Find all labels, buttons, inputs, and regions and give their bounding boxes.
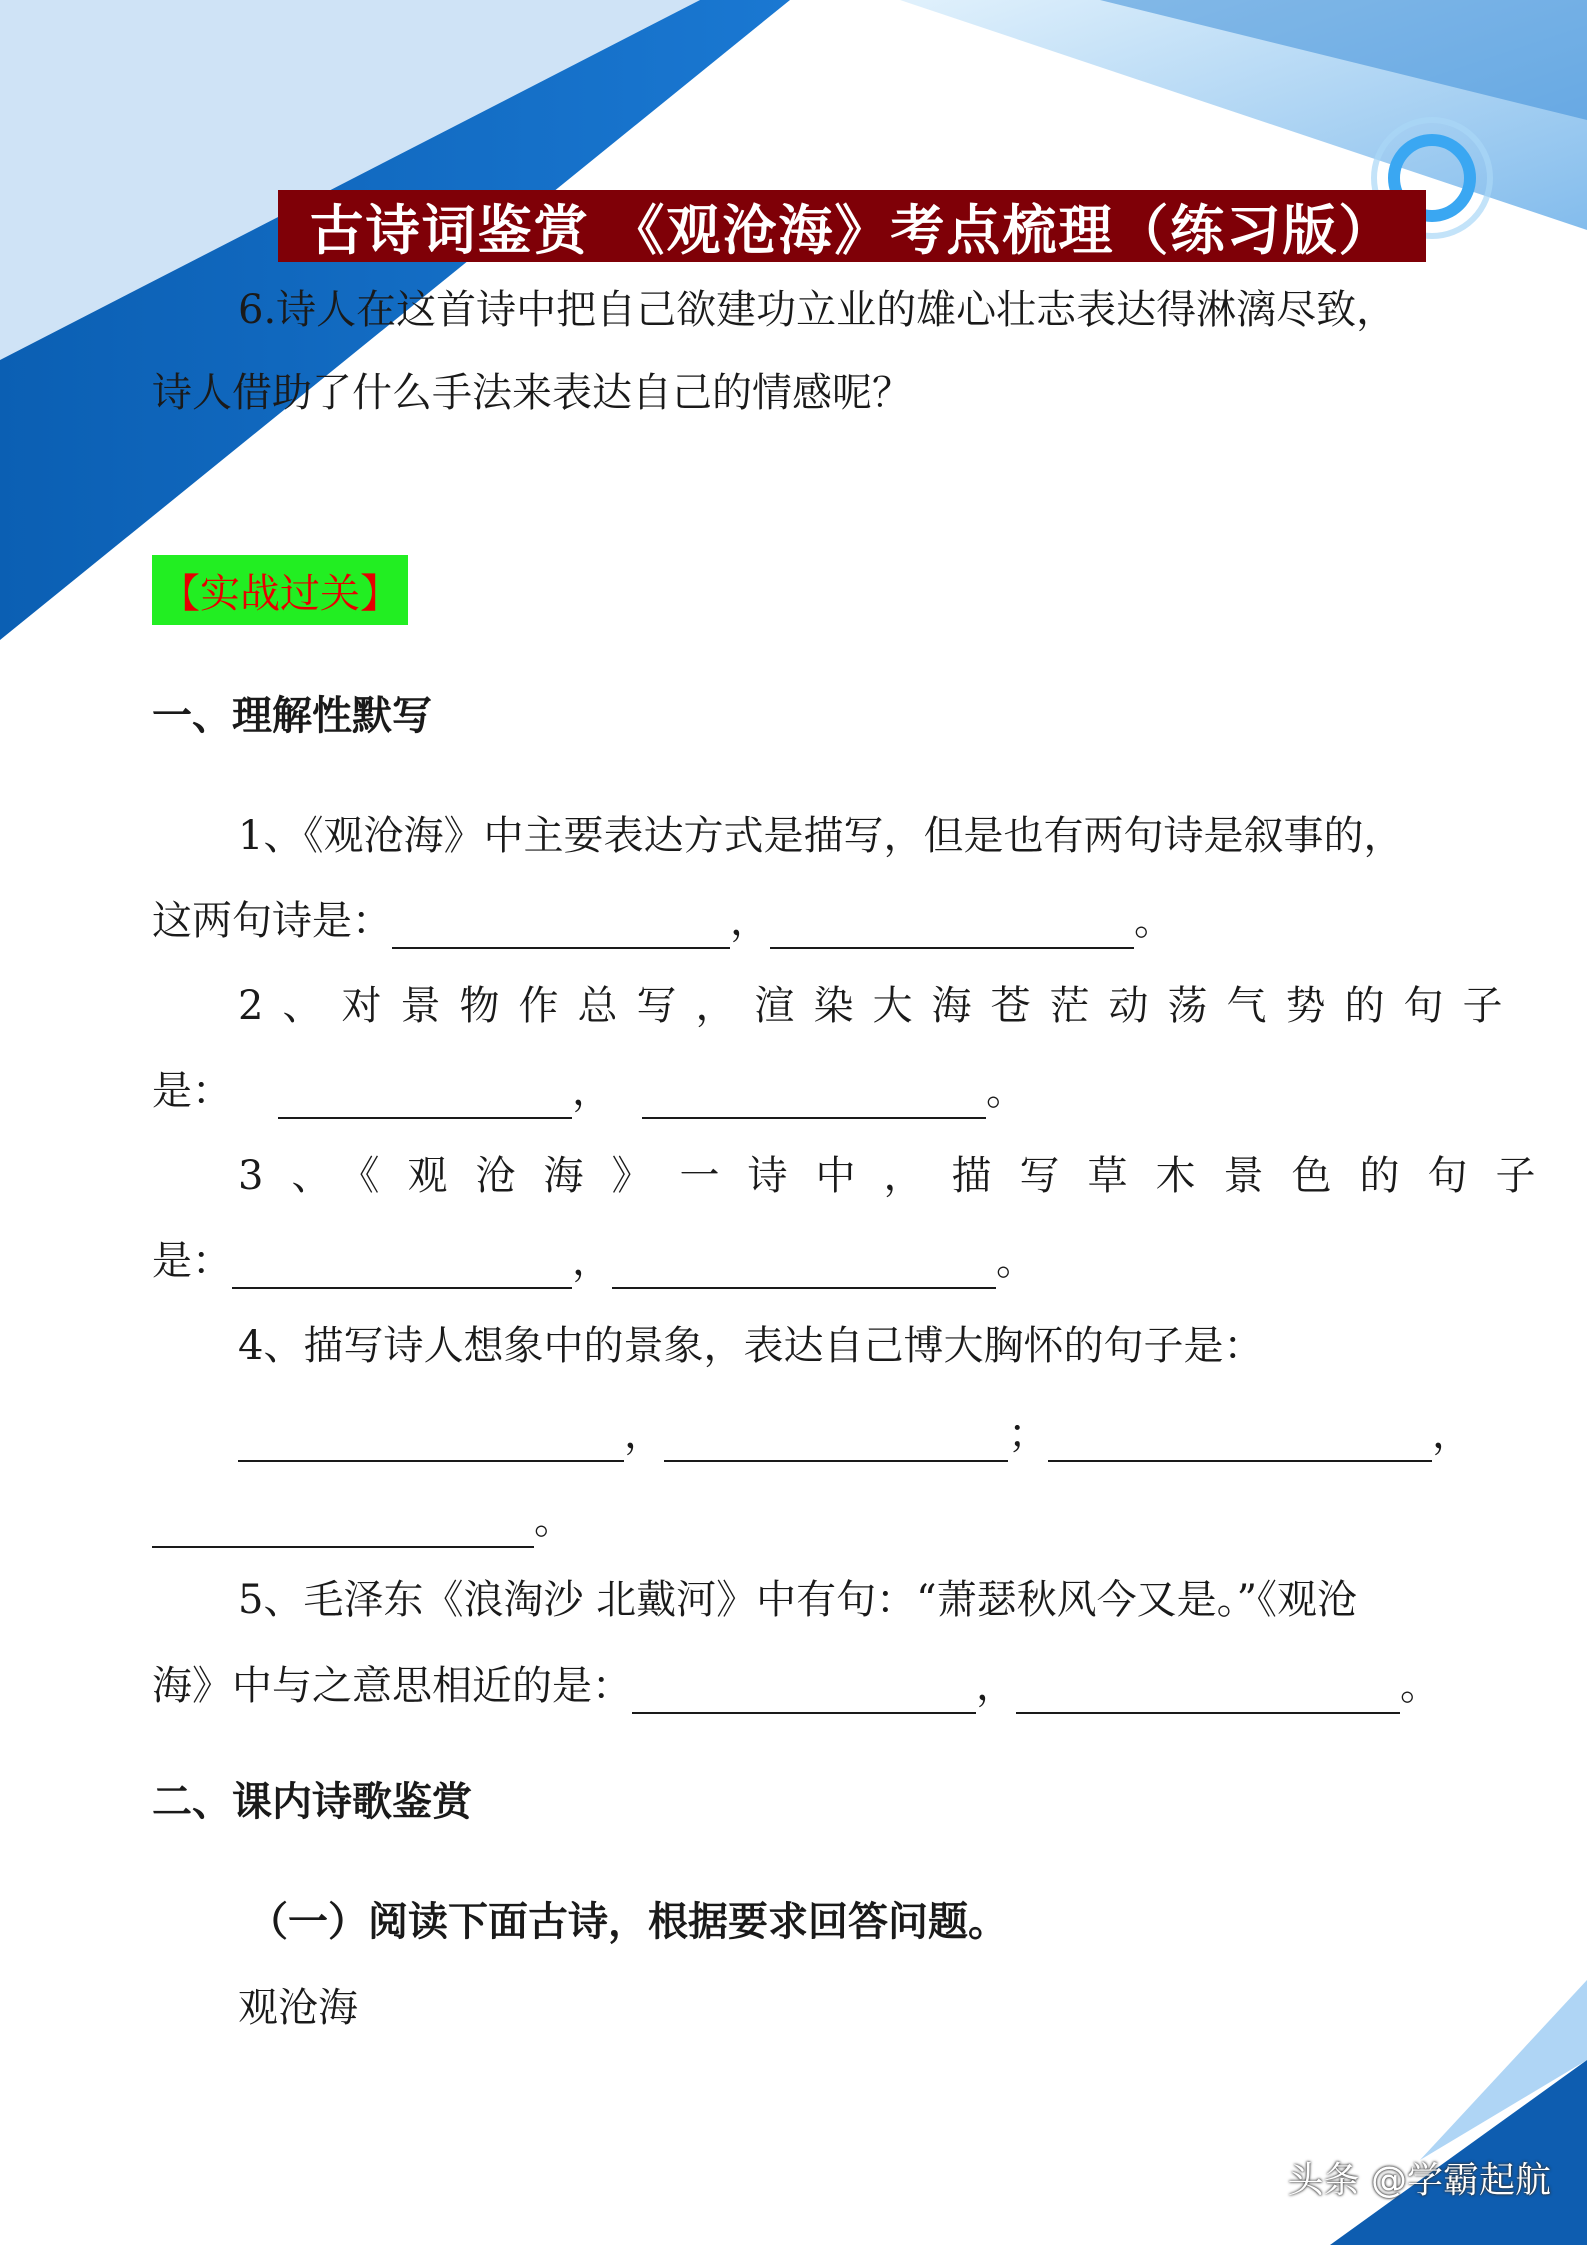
question-2-line-1: 2、对景物作总写，渲染大海苍茫动荡气势的句子 bbox=[238, 983, 1522, 1029]
answer-blank[interactable] bbox=[664, 1420, 1008, 1462]
question-1-line-2 bbox=[152, 893, 1174, 949]
question-4-line-1: 4、描写诗人想象中的景象，表达自己博大胸怀的句子是： bbox=[238, 1323, 1264, 1369]
comma: ， bbox=[976, 1663, 1016, 1709]
comma: ， bbox=[572, 1238, 612, 1284]
question-3-line-2 bbox=[152, 1233, 1036, 1289]
question-3-prefix: 是： bbox=[152, 1238, 232, 1284]
semicolon: ； bbox=[1008, 1411, 1048, 1457]
question-2-line-2 bbox=[152, 1063, 1026, 1119]
section-1-heading: 一、理解性默写 bbox=[152, 692, 432, 739]
answer-blank[interactable] bbox=[1016, 1672, 1400, 1714]
comma: ， bbox=[624, 1411, 664, 1457]
question-3-line-1: 3、《观沧海》一诗中，描写草木景色的句子 bbox=[238, 1153, 1564, 1199]
question-6-line-2: 诗人借助了什么手法来表达自己的情感呢？ bbox=[152, 370, 912, 416]
question-1-prefix: 这两句诗是： bbox=[152, 898, 392, 944]
answer-blank[interactable] bbox=[770, 907, 1134, 949]
page-title: 古诗词鉴赏 《观沧海》考点梳理（练习版） bbox=[309, 197, 1395, 262]
answer-blank[interactable] bbox=[238, 1420, 624, 1462]
answer-blank[interactable] bbox=[152, 1506, 534, 1548]
question-1-line-1: 1、《观沧海》中主要表达方式是描写，但是也有两句诗是叙事的， bbox=[238, 813, 1404, 859]
comma: ， bbox=[572, 1068, 612, 1114]
period: 。 bbox=[996, 1238, 1036, 1284]
source-watermark: 头条 @学霸起航 bbox=[1287, 2160, 1551, 2201]
period: 。 bbox=[534, 1497, 574, 1543]
question-5-line-1: 5、毛泽东《浪淘沙 北戴河》中有句：“萧瑟秋风今又是。”《观沧 bbox=[238, 1577, 1358, 1623]
answer-blank[interactable] bbox=[632, 1672, 976, 1714]
answer-blank[interactable] bbox=[278, 1077, 572, 1119]
practice-tag-label: 【实战过关】 bbox=[160, 570, 400, 617]
section-2-heading: 二、课内诗歌鉴赏 bbox=[152, 1778, 472, 1825]
question-5-prefix: 海》中与之意思相近的是： bbox=[152, 1663, 632, 1709]
question-4-line-3 bbox=[152, 1492, 574, 1548]
answer-blank[interactable] bbox=[1048, 1420, 1432, 1462]
question-5-line-2 bbox=[152, 1658, 1440, 1714]
answer-blank[interactable] bbox=[612, 1247, 996, 1289]
question-4-line-2 bbox=[238, 1406, 1472, 1462]
question-6-line-1: 6.诗人在这首诗中把自己欲建功立业的雄心壮志表达得淋漓尽致， bbox=[238, 287, 1397, 333]
answer-blank[interactable] bbox=[232, 1247, 572, 1289]
practice-tag bbox=[152, 555, 408, 625]
subsection-1-heading: （一）阅读下面古诗，根据要求回答问题。 bbox=[248, 1898, 1008, 1945]
title-banner bbox=[278, 190, 1426, 262]
poem-title: 观沧海 bbox=[238, 1985, 358, 2031]
period: 。 bbox=[986, 1068, 1026, 1114]
period: 。 bbox=[1134, 898, 1174, 944]
answer-blank[interactable] bbox=[642, 1077, 986, 1119]
comma: ， bbox=[730, 898, 770, 944]
answer-blank[interactable] bbox=[392, 907, 730, 949]
period: 。 bbox=[1400, 1663, 1440, 1709]
comma: ， bbox=[1432, 1411, 1472, 1457]
question-2-prefix: 是： bbox=[152, 1068, 232, 1114]
